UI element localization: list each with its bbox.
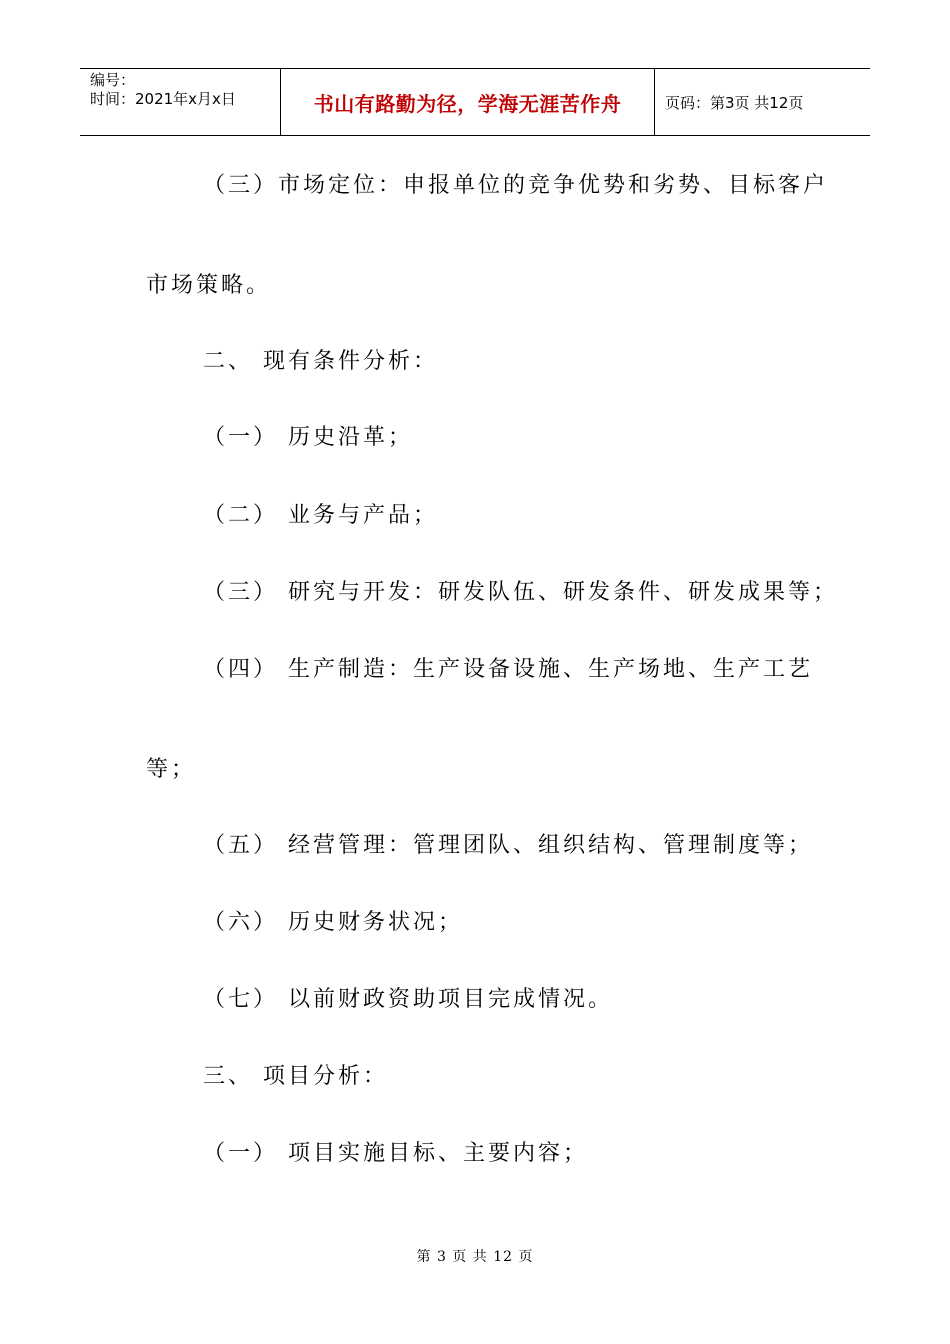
body-line: （三） 研究与开发：研发队伍、研发条件、研发成果等； — [203, 580, 838, 605]
body-line: （五） 经营管理：管理团队、组织结构、管理制度等； — [203, 833, 813, 858]
body-line: （三）市场定位：申报单位的竞争优势和劣势、目标客户 — [203, 173, 829, 198]
header-meta — [80, 69, 281, 135]
body-line: （一） 历史沿革； — [203, 425, 413, 450]
header-page-info: 页码：第3页 共12页 — [665, 93, 804, 112]
header-number-label: 编号： — [90, 71, 136, 89]
body-line: 市场策略。 — [146, 273, 272, 298]
section-heading: 三、 项目分析： — [203, 1064, 388, 1089]
body-line: （六） 历史财务状况； — [203, 910, 463, 935]
body-line: （二） 业务与产品； — [203, 503, 438, 528]
body-line: 等； — [146, 757, 197, 782]
page-header — [80, 68, 870, 136]
body-line: （四） 生产制造：生产设备设施、生产场地、生产工艺 — [203, 657, 813, 682]
page-footer: 第 3 页 共 12 页 — [416, 1249, 534, 1265]
section-heading: 二、 现有条件分析： — [203, 349, 438, 374]
body-line: （七） 以前财政资助项目完成情况。 — [203, 987, 613, 1012]
body-line: （一） 项目实施目标、主要内容； — [203, 1141, 588, 1166]
header-date: 时间：2021年x月x日 — [90, 90, 236, 108]
header-motto: 书山有路勤为径，学海无涯苦作舟 — [281, 69, 655, 135]
